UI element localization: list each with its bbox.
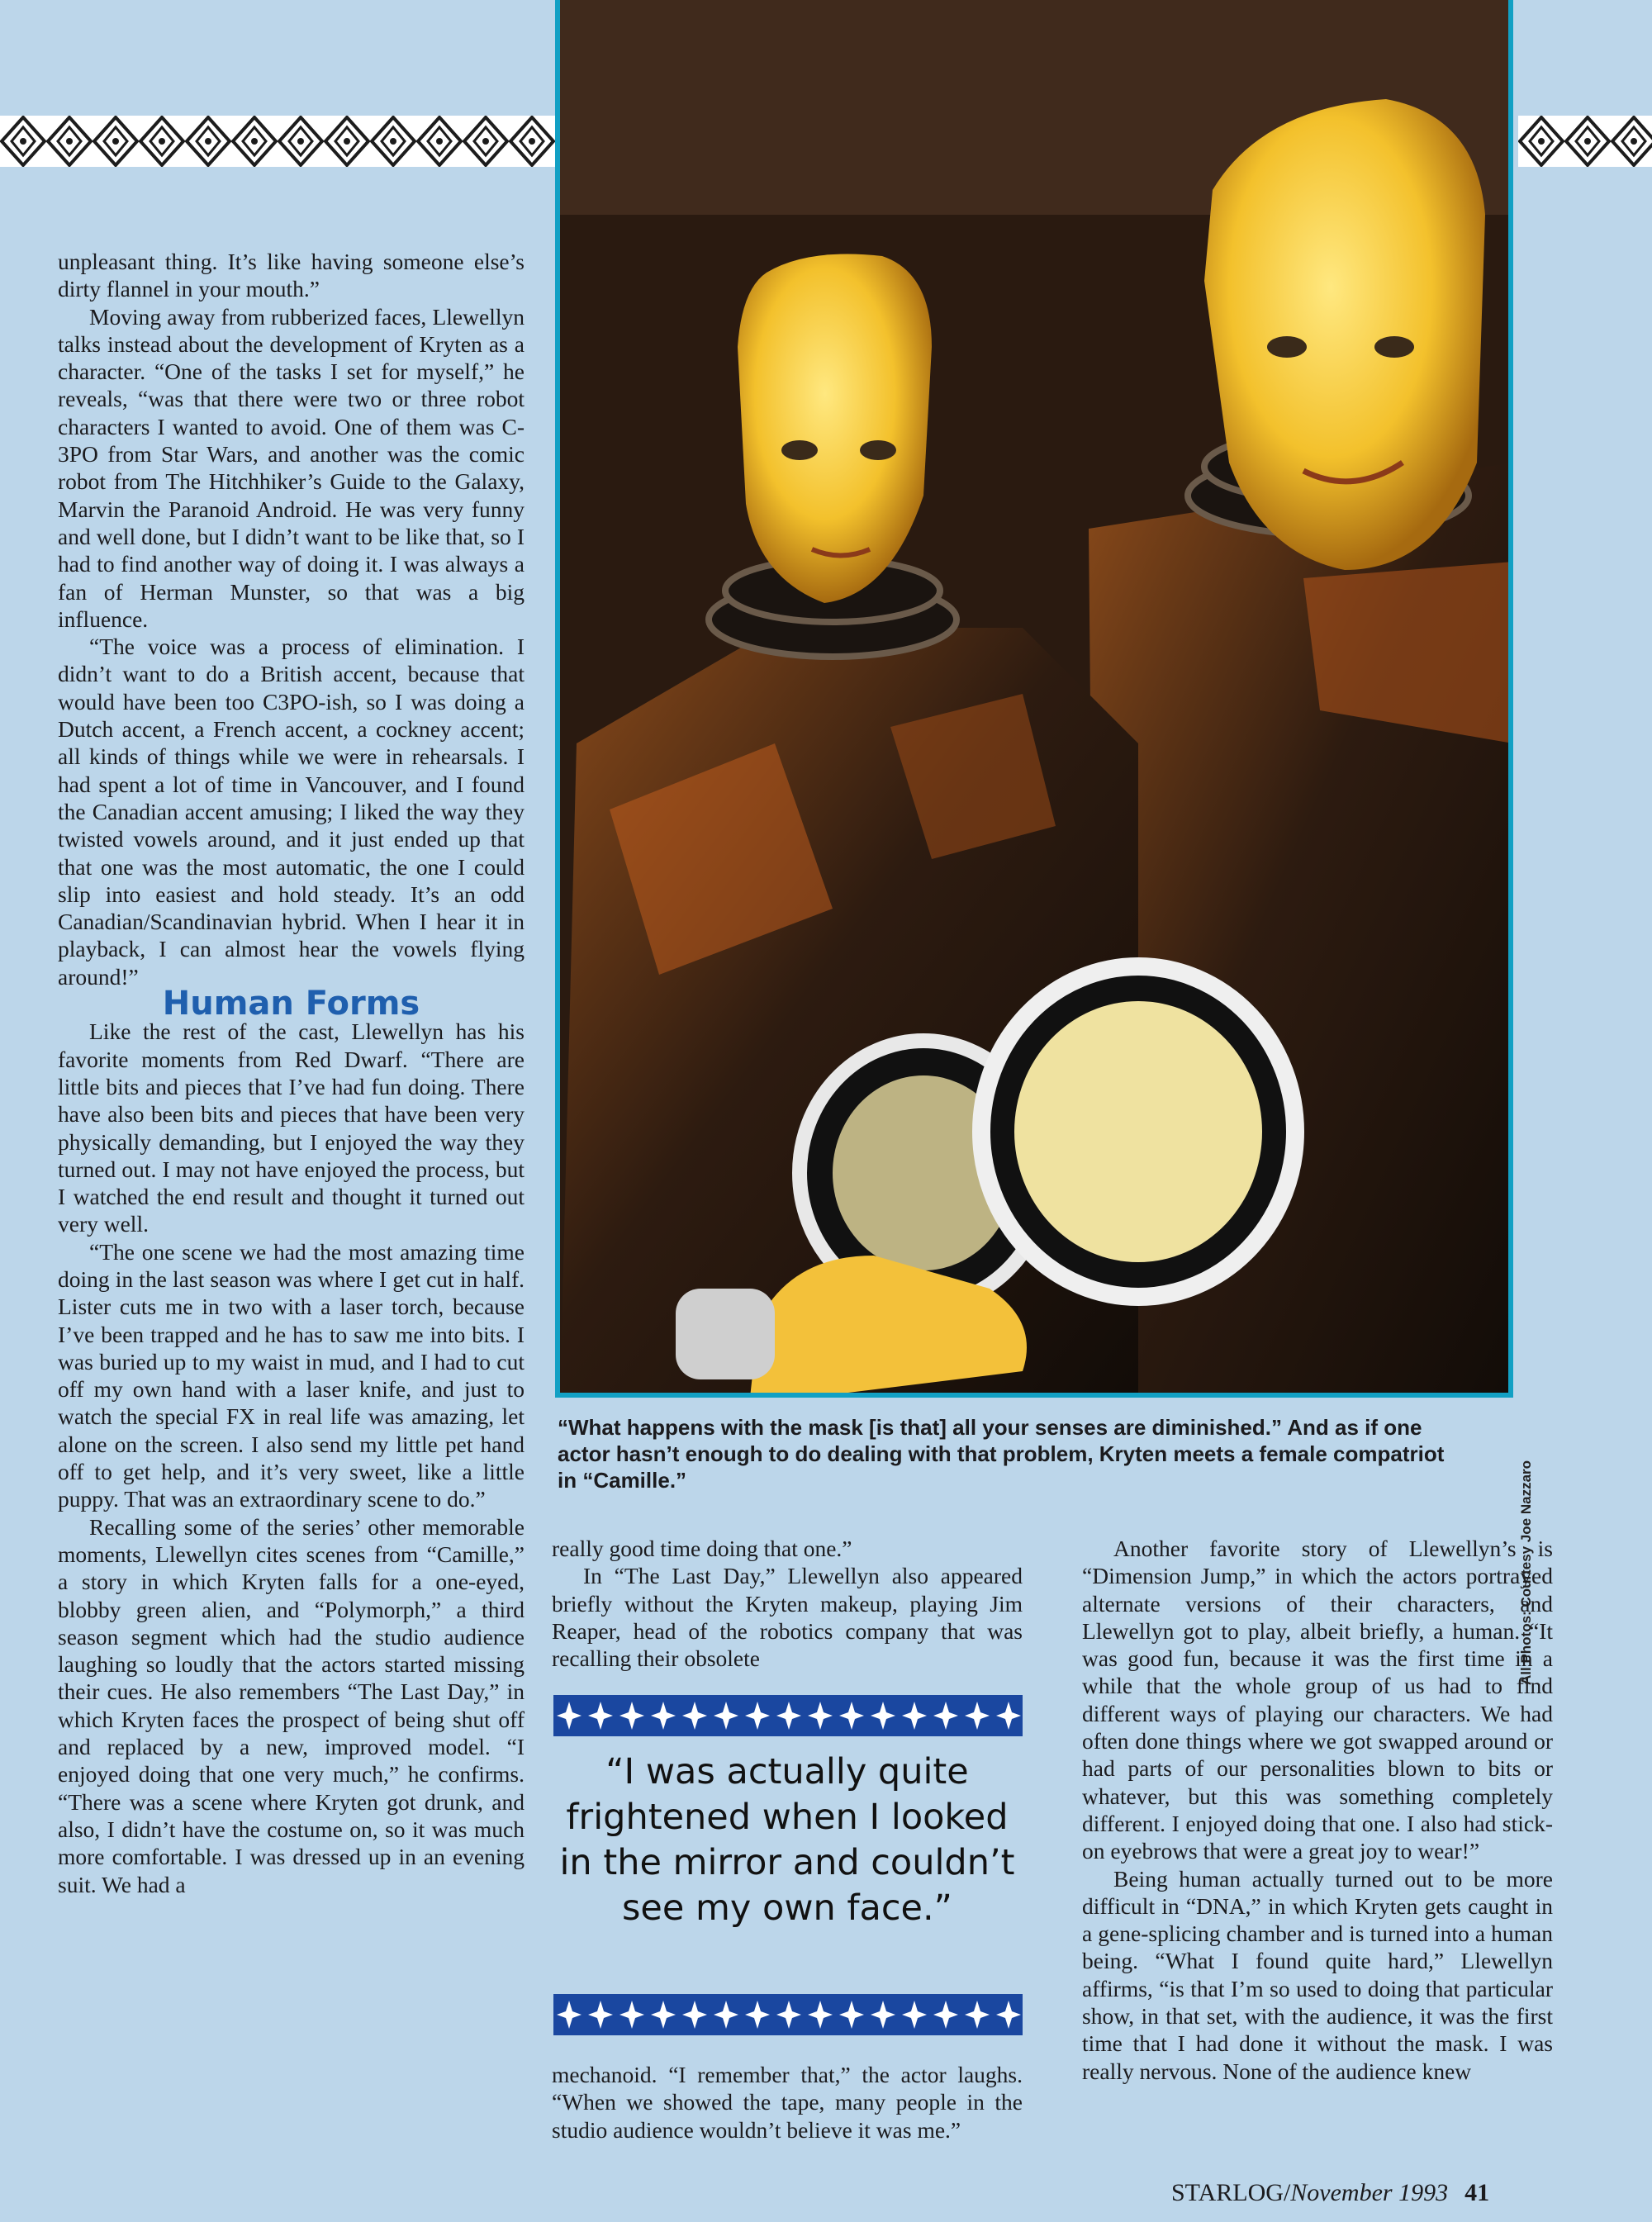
photo-caption: “What happens with the mask [is that] all your senses are diminished.” And as if one actor hasn’t enough to do dealing with that problem, Kryten meets a female compatriot in “Camille.” [558, 1415, 1445, 1493]
decorative-border-right [1518, 116, 1652, 167]
paragraph: “The one scene we had the most amazing time doing in the last season was where I get cut in half. Lister cuts me in two with a laser torch, because I’ve been trapped and he has to saw me into bits. I was buried up to my waist in mud, and I had to cut off my own hand with a laser knife, and just to watch the special FX in real life was amazing, let alone on the screen. I also send my little pet hand off to get help, and it’s very sweet, like a little puppy. That was an extraordinary scene to do.” [58, 1238, 525, 1512]
paragraph: really good time doing that one.” [552, 1536, 852, 1561]
kryten-photo [555, 0, 1513, 1398]
pull-quote: “I was actually quite frightened when I looked in the mirror and couldn’t see my own face.” [559, 1751, 1015, 1929]
page-footer [1171, 2179, 1489, 2207]
section-heading: Human Forms [162, 985, 420, 1023]
photo-credit: All Photos: Courtesy Joe Nazzaro [1518, 1460, 1534, 1685]
kryten-photo-illustration [560, 0, 1513, 1398]
issue-date: November 1993 [1290, 2179, 1449, 2206]
article-column-2-continued [552, 2061, 1023, 2144]
article-column-1 [58, 248, 525, 1898]
page-number: 41 [1464, 2179, 1490, 2206]
paragraph: Being human actually turned out to be more difficult in “DNA,” in which Kryten gets caught in a gene-splicing chamber and is turned into a human being. “What I found quite hard,” Llewellyn affirms, “is that I’m so used to doing that particular show, in that set, with the audience, it was the first time that I had done it without the mask. I was really nervous. None of the audience knew [1082, 1865, 1553, 2084]
article-column-2 [552, 1535, 1023, 1672]
paragraph: Moving away from rubberized faces, Llewellyn talks instead about the development of Kryten as a character. “One of the tasks I set for myself,” he reveals, “was that there were two or three robot characters I wanted to avoid. One of them was C-3PO from Star Wars, and another was the comic robot from The Hitchhiker’s Guide to the Galaxy, Marvin the Paranoid Android. He was very funny and well done, but I didn’t want to be like that, so I had to find another way of doing it. I was always a fan of Herman Munster, so that was a big influence. [58, 303, 525, 632]
paragraph: Another favorite story of Llewellyn’s is “Dimension Jump,” in which the actors portrayed alternate versions of their characters, and Llewellyn got to play, albeit briefly, a human. “It was good fun, because it was the first time in a while that the whole group of us had to find different ways of playing our characters. We had often done things where we got swapped around or had parts of our personalities blown to bits or whatever, but this was something completely different. I enjoyed doing that one. I also had stick-on eyebrows that were a great joy to wear!” [1082, 1536, 1553, 1864]
paragraph: mechanoid. “I remember that,” the actor laughs. “When we showed the tape, many people in the studio audience wouldn’t believe it was me.” [552, 2062, 1023, 2143]
pullquote-top-bar [553, 1695, 1023, 1736]
paragraph: In “The Last Day,” Llewellyn also appeared briefly without the Kryten makeup, playing Jim Reaper, head of the robotics company that was recalling their obsolete [552, 1563, 1023, 1672]
decorative-border-left [0, 116, 555, 167]
paragraph: Recalling some of the series’ other memorable moments, Llewellyn cites scenes from “Camille,” a story in which Kryten falls for a one-eyed, blobby green alien, and “Polymorph,” a third season segment which had the studio audience laughing so loudly that the actors started missing their cues. He also remembers “The Last Day,” in which Kryten faces the prospect of being shut off and replaced by a new, improved model. “I enjoyed doing that one very much,” he confirms. “There was a scene where Kryten got drunk, and also, I didn’t have the costume on, so it was much more comfortable. I was dressed up in an evening suit. We had a [58, 1513, 525, 1897]
paragraph: “The voice was a process of elimination. I didn’t want to do a British accent, because that would have been too C3PO-ish, so I was doing a Dutch accent, a French accent, a cockney accent; all kinds of things while we were in rehearsals. I had spent a lot of time in Vancouver, and I found the Canadian accent amusing; I liked the way they twisted vowels around, and it just ended up that that one was the most automatic, the one I could slip into easiest and hold steady. It’s an odd Canadian/Scandinavian hybrid. When I hear it in playback, I can almost hear the vowels flying around!” [58, 634, 525, 990]
magazine-name: STARLOG/ [1171, 2179, 1291, 2206]
paragraph: Like the rest of the cast, Llewellyn has his favorite moments from Red Dwarf. “There are little bits and pieces that I’ve had fun doing. There have also been bits and pieces that have been very physically demanding, but I enjoyed the way they turned out. I may not have enjoyed the process, but I watched the end result and thought it turned out very well. [58, 1018, 525, 1237]
pullquote-bottom-bar [553, 1994, 1023, 2035]
article-column-3 [1082, 1535, 1553, 2085]
paragraph: unpleasant thing. It’s like having someone else’s dirty flannel in your mouth.” [58, 249, 525, 302]
